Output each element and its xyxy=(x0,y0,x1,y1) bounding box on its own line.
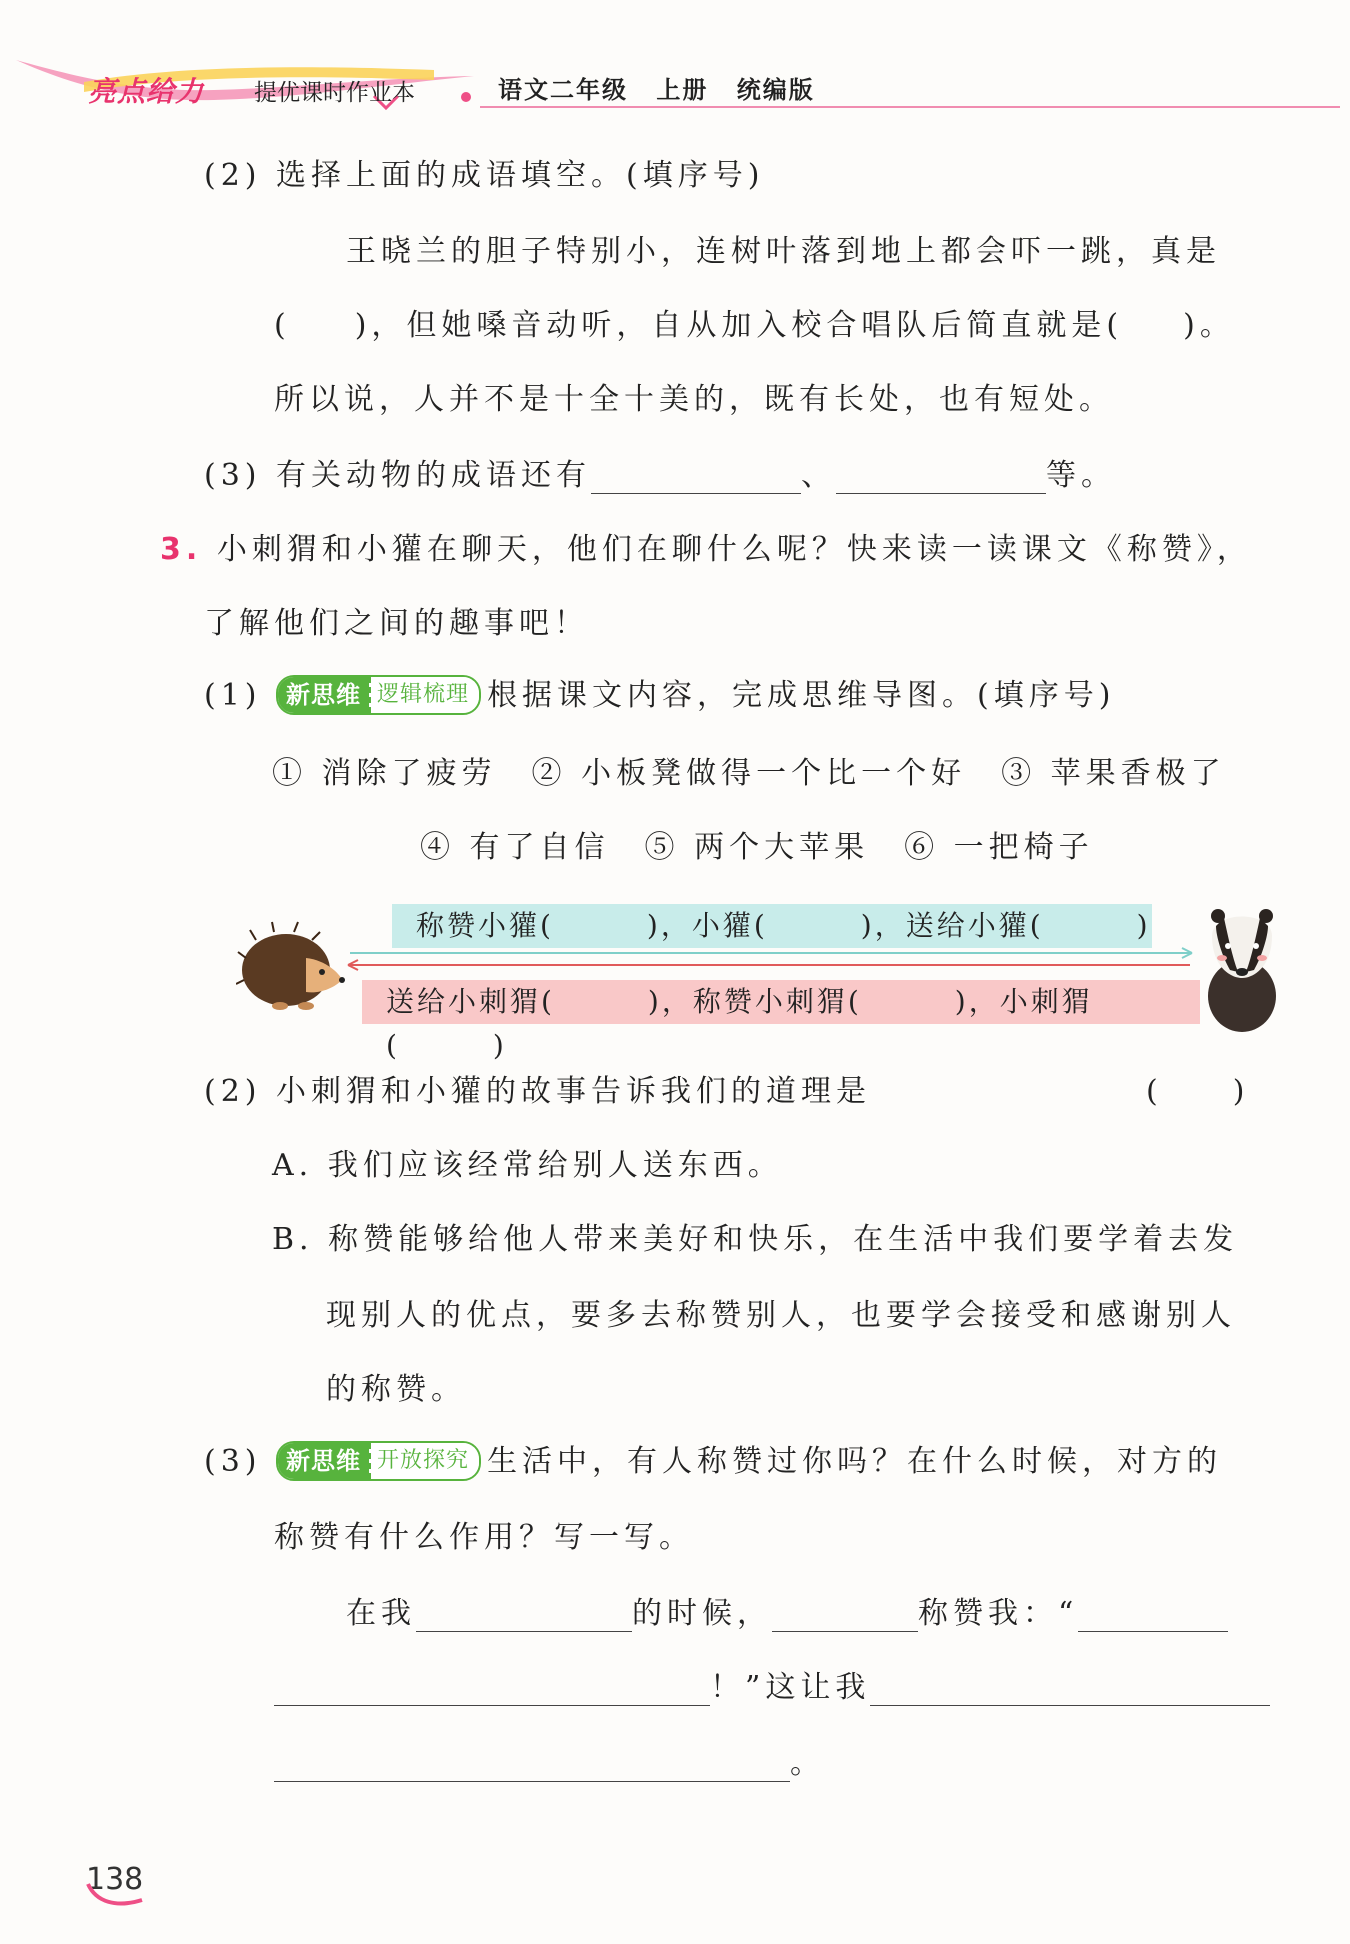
paragraph-mid: )，但她嗓音动听，自从加入校合唱队后简直就是( xyxy=(354,308,1124,343)
badge-main: 新思维 xyxy=(278,677,369,713)
options-row-2: ④ 有了自信 ⑤ 两个大苹果 ⑥ 一把椅子 xyxy=(420,830,1094,865)
answer-blank[interactable] xyxy=(591,493,801,494)
q3-sub3-line2: 称赞有什么作用？写一写。 xyxy=(274,1520,694,1555)
writing-blank[interactable] xyxy=(772,1631,918,1632)
mindmap-band-bottom: 送给小刺猬( )，称赞小刺猬( )，小刺猬( ) xyxy=(362,980,1200,1024)
mindmap-arrows xyxy=(330,945,1210,975)
badge-tag: 开放探究 xyxy=(369,1443,479,1479)
writing-blank[interactable] xyxy=(416,1631,632,1632)
q3-intro-line1 xyxy=(160,524,1252,568)
mindmap-band-top: 称赞小獾( )，小獾( )，送给小獾( ) xyxy=(392,904,1152,948)
new-thinking-badge xyxy=(276,675,481,715)
badge-tag: 逻辑梳理 xyxy=(369,677,479,713)
q2-sub3-end: 等。 xyxy=(1046,458,1117,493)
option-b-line2: 现别人的优点，要多去称赞别人，也要学会接受和感谢别人 xyxy=(326,1298,1236,1333)
q2-paragraph-line1: 王晓兰的胆子特别小，连树叶落到地上都会吓一跳，真是 xyxy=(346,234,1221,269)
q2-sub3 xyxy=(204,450,1116,494)
fill-text: ！”这让我 xyxy=(710,1670,871,1705)
new-thinking-badge xyxy=(276,1441,481,1481)
q3-sub3-line1 xyxy=(204,1436,1222,1485)
sub3-text: 生活中，有人称赞过你吗？在什么时候，对方的 xyxy=(487,1444,1223,1479)
brand-title: 亮点给力 xyxy=(88,75,205,108)
fill-text: 在我 xyxy=(346,1596,416,1631)
writing-line-1 xyxy=(346,1588,1228,1632)
subject-info: 语文二年级 上册 统编版 xyxy=(498,76,815,104)
q3-intro-text: 小刺猬和小獾在聊天，他们在聊什么呢？快来读一读课文《称赞》， xyxy=(216,532,1252,567)
option-b-line1[interactable]: B. 称赞能够给他人带来美好和快乐，在生活中我们要学着去发 xyxy=(272,1222,1239,1257)
writing-blank[interactable] xyxy=(870,1705,1270,1706)
fill-text: 称赞我：“ xyxy=(918,1596,1079,1631)
writing-blank[interactable] xyxy=(274,1705,710,1706)
writing-blank[interactable] xyxy=(274,1781,790,1782)
header-dot xyxy=(461,92,471,102)
hedgehog-illustration xyxy=(236,918,346,1012)
answer-paren[interactable]: ( ) xyxy=(1146,1074,1250,1109)
q2-paragraph-line3: 所以说，人并不是十全十美的，既有长处，也有短处。 xyxy=(274,382,1114,417)
paren-open: ( xyxy=(274,308,291,343)
page-number: 138 xyxy=(86,1862,144,1897)
options-row-1: ① 消除了疲劳 ② 小板凳做得一个比一个好 ③ 苹果香极了 xyxy=(272,756,1226,791)
fill-text: 的时候， xyxy=(632,1596,772,1631)
sub3-prefix: (3) xyxy=(204,1444,262,1479)
fill-text: 。 xyxy=(790,1746,825,1781)
header-rule xyxy=(480,106,1340,108)
badge-main: 新思维 xyxy=(278,1443,369,1479)
sub1-prefix: (1) xyxy=(204,678,262,713)
writing-line-2 xyxy=(274,1662,1270,1706)
badger-illustration xyxy=(1194,896,1290,1034)
q2-sub3-text: (3) 有关动物的成语还有 xyxy=(204,458,592,493)
writing-line-3 xyxy=(274,1738,825,1782)
q3-intro-line2: 了解他们之间的趣事吧！ xyxy=(204,606,589,641)
q3-sub2-title: (2) 小刺猬和小獾的故事告诉我们的道理是 xyxy=(204,1074,872,1109)
q2-sub2-title: (2) 选择上面的成语填空。(填序号) xyxy=(204,158,765,193)
paragraph-end: )。 xyxy=(1183,308,1235,343)
answer-blank[interactable] xyxy=(836,493,1046,494)
question-number: 3. xyxy=(160,532,203,567)
q2-paragraph-line2 xyxy=(274,300,1235,344)
separator: 、 xyxy=(801,458,837,493)
option-b-line3: 的称赞。 xyxy=(326,1372,466,1407)
writing-blank[interactable] xyxy=(1078,1631,1228,1632)
page-number-swoosh xyxy=(86,1880,146,1910)
q3-sub1-title xyxy=(204,670,1115,719)
sub1-text: 根据课文内容，完成思维导图。(填序号) xyxy=(487,678,1116,713)
option-a[interactable]: A. 我们应该经常给别人送东西。 xyxy=(272,1148,783,1183)
series-title: 提优课时作业本 xyxy=(254,80,415,106)
